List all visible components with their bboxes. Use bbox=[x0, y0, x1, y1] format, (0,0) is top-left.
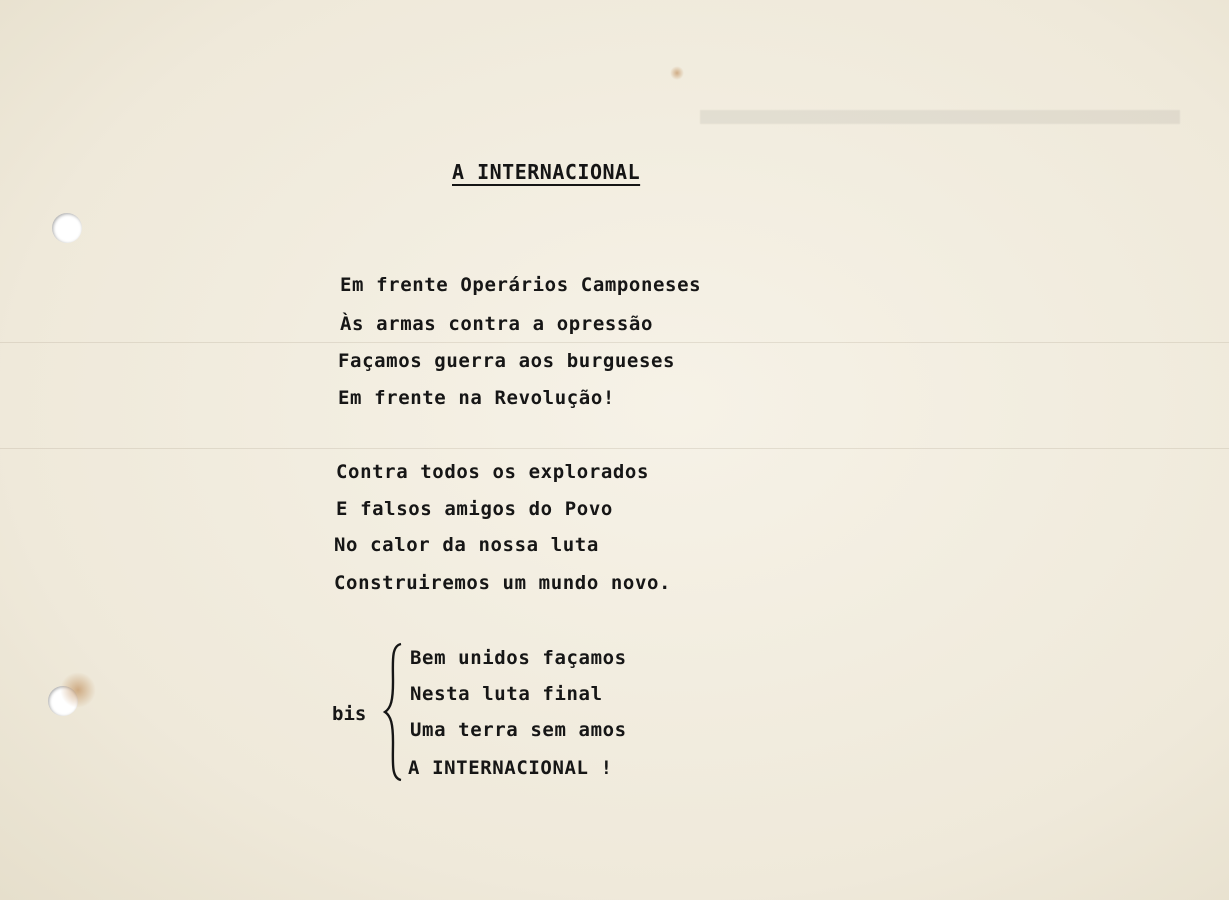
stanza-2-line-2: E falsos amigos do Povo bbox=[336, 498, 613, 520]
stanza-1-line-2: Às armas contra a opressão bbox=[340, 313, 654, 335]
stanza-1-line-3: Façamos guerra aos burgueses bbox=[338, 350, 676, 372]
stanza-2-line-1: Contra todos os explorados bbox=[336, 461, 650, 483]
chorus-line-3: Uma terra sem amos bbox=[410, 719, 627, 741]
chorus-line-1: Bem unidos façamos bbox=[410, 647, 627, 669]
chorus-repeat-label: bis bbox=[332, 703, 367, 725]
chorus-line-4: A INTERNACIONAL ! bbox=[408, 757, 613, 779]
punch-hole bbox=[52, 213, 82, 243]
stanza-2-line-3: No calor da nossa luta bbox=[334, 534, 599, 556]
stanza-2-line-4: Construiremos um mundo novo. bbox=[334, 572, 672, 594]
curly-brace-icon bbox=[383, 642, 405, 782]
rust-stain bbox=[670, 66, 684, 80]
page-title: A INTERNACIONAL bbox=[452, 160, 641, 184]
stanza-1-line-4: Em frente na Revolução! bbox=[338, 387, 615, 409]
chorus-line-2: Nesta luta final bbox=[410, 683, 603, 705]
rust-stain bbox=[60, 672, 96, 708]
bleed-through-texture bbox=[80, 110, 1180, 770]
stanza-1-line-1: Em frente Operários Camponeses bbox=[340, 274, 702, 296]
